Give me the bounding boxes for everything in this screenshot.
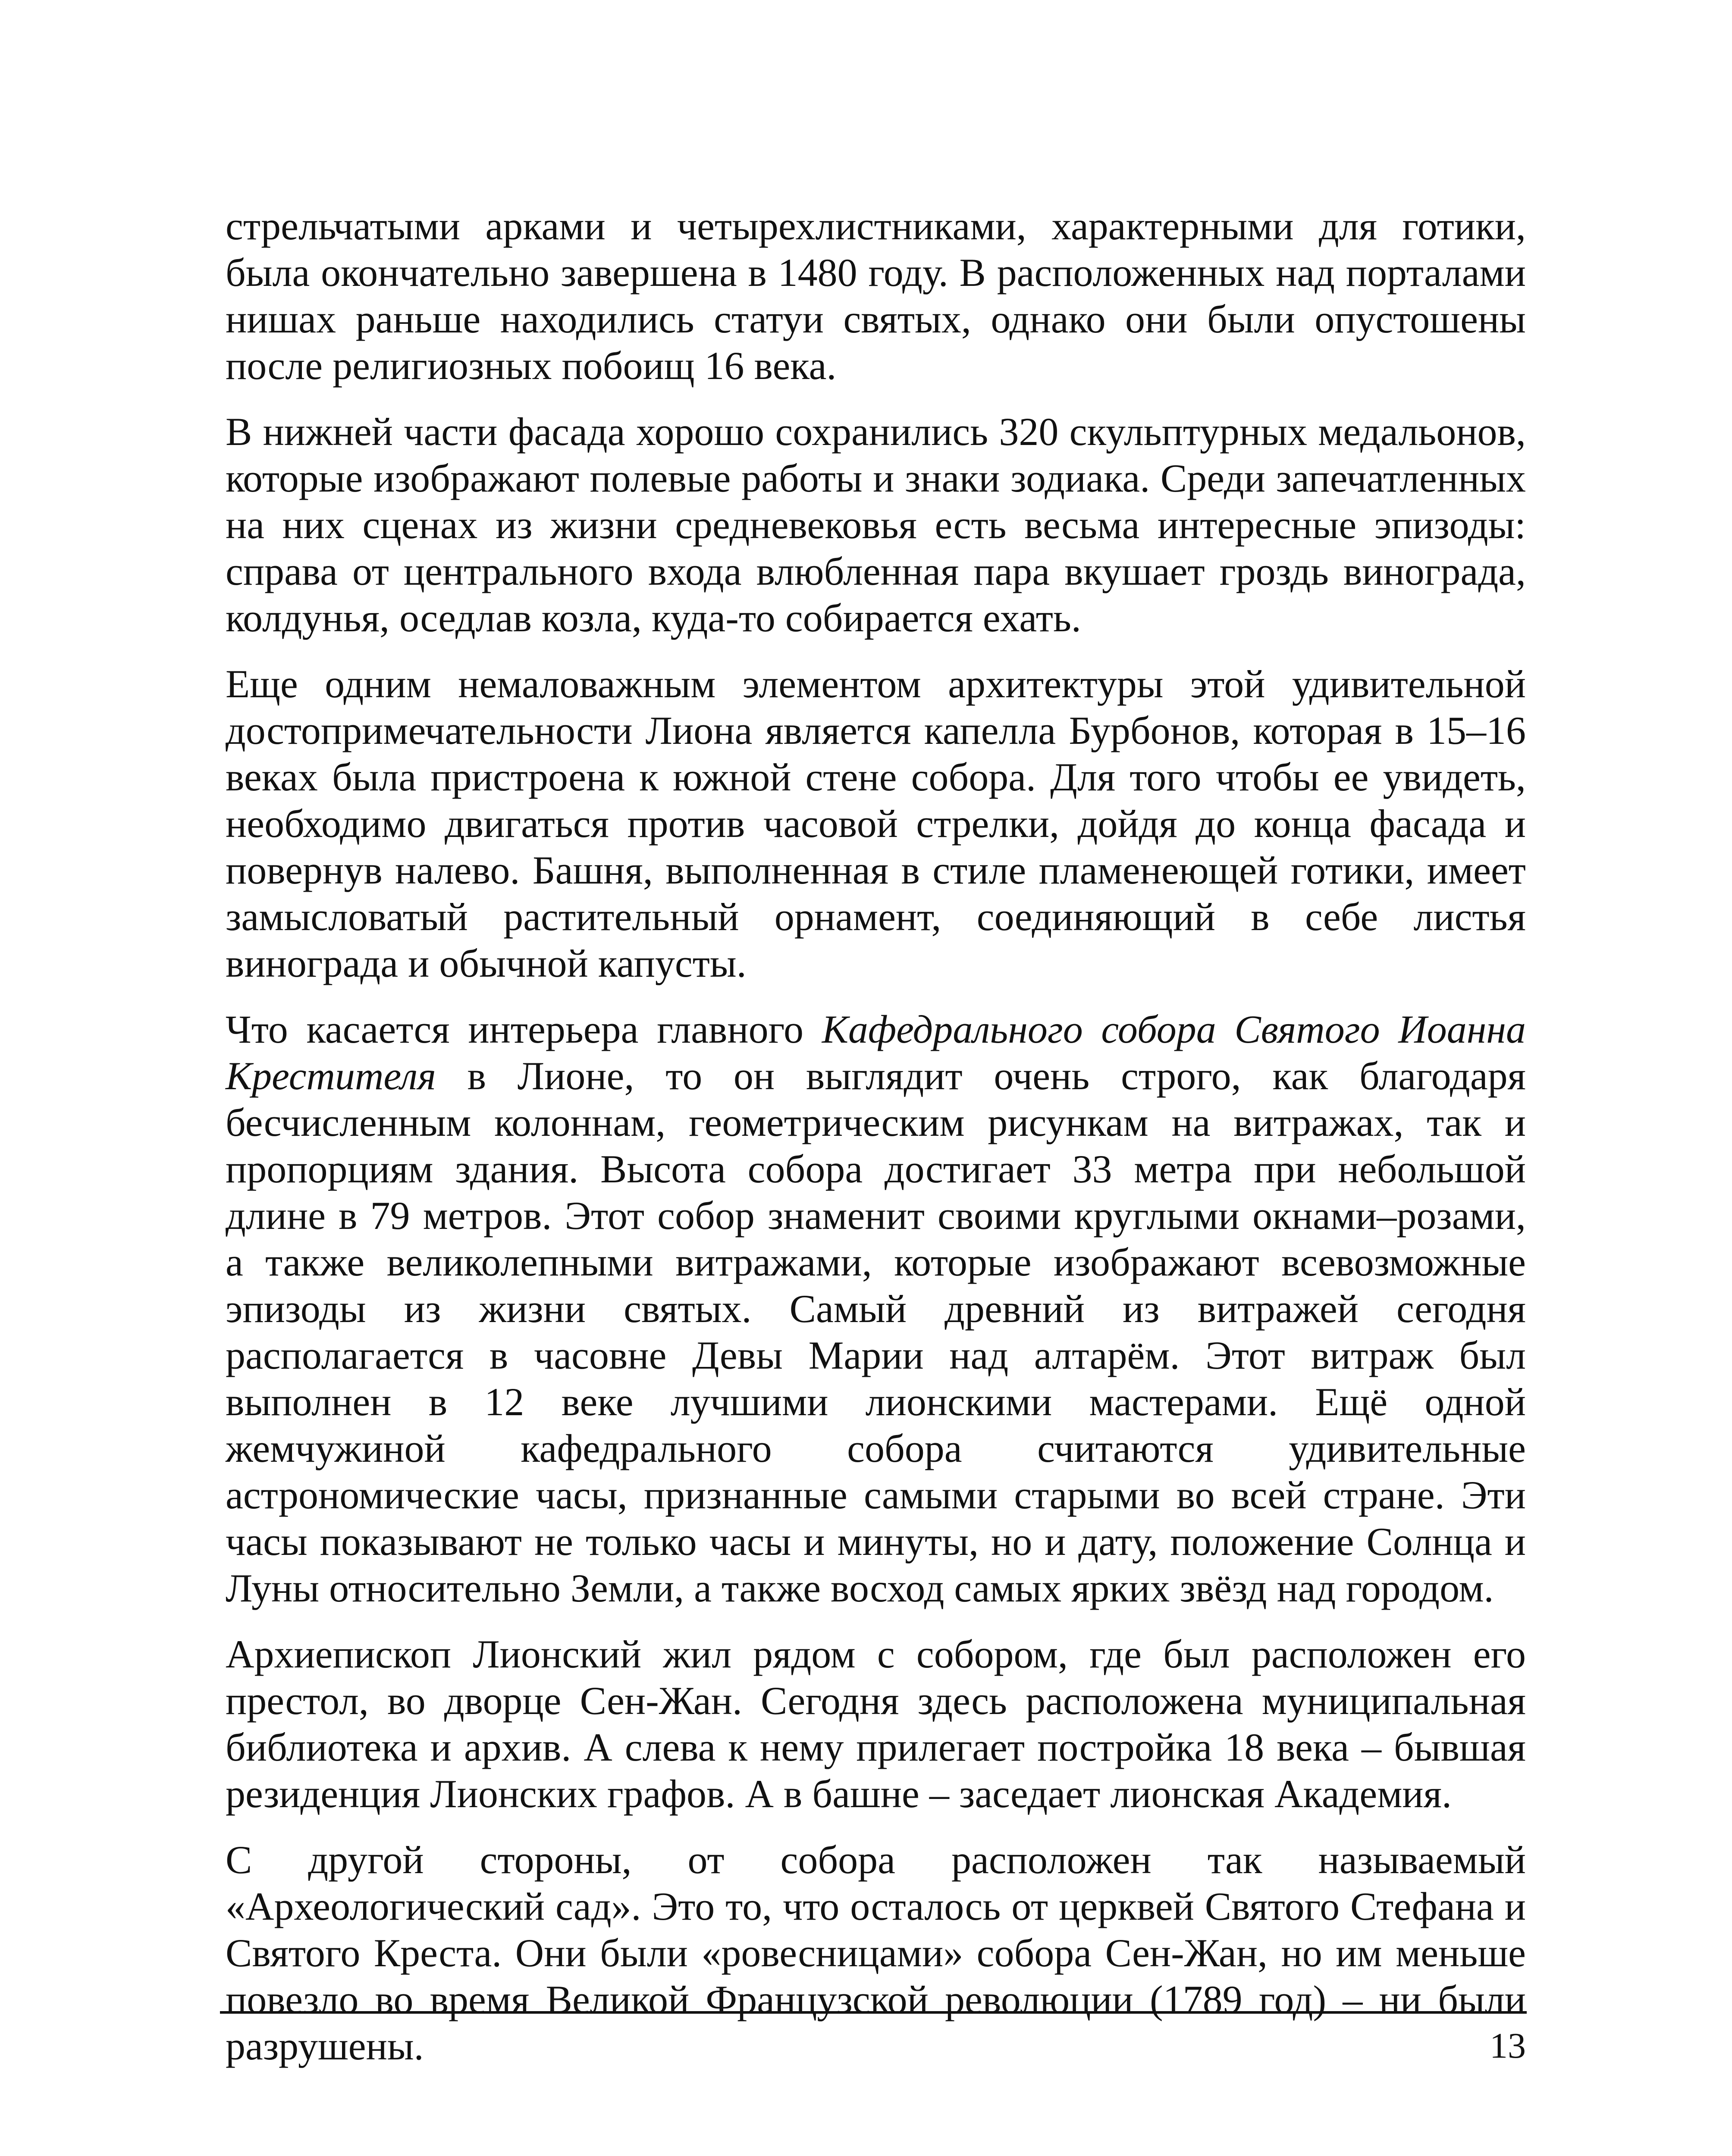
paragraph-4-text-before: Что касается интерьера главного [226,1007,822,1051]
paragraph-3 [226,661,1526,987]
paragraph-1 [226,203,1526,389]
paragraph-5 [226,1631,1526,1817]
paragraph-3-text: Еще одним немаловажным элементом архитектуры этой удивительной достопримечательности Лиона является капелла Бурбонов, которая в 15–16 веках была пристроена к южной стене собора. Для того чтобы ее увидеть, необходимо двигаться против часовой стрелки, дойдя до конца фасада и повернув налево. Башня, выполненная в стиле пламенеющей готики, имеет замысловатый растительный орнамент, соединяющий в себе листья винограда и обычной капусты. [226,662,1526,985]
paragraph-6-text: С другой стороны, от собора расположен так называемый «Археологический сад». Это то, что осталось от церквей Святого Стефана и Святого Креста. Они были «ровесницами» собора Сен-Жан, но им меньше повезло во время Великой Французской революции (1789 год) – ни были разрушены. [226,1838,1526,2068]
paragraph-2 [226,408,1526,641]
paragraph-1-text: стрельчатыми арками и четырехлистниками, характерными для готики, была окончательно завершена в 1480 году. В расположенных над порталами нишах раньше находились статуи святых, однако они были опустошены после религиозных побоищ 16 века. [226,204,1526,388]
footer-divider [220,2011,1527,2014]
page-number: 13 [1490,2026,1526,2066]
paragraph-5-text: Архиепископ Лионский жил рядом с собором, где был расположен его престол, во дворце Сен-Жан. Сегодня здесь расположена муниципальная библиотека и архив. А слева к нему прилегает постройка 18 века – бывшая резиденция Лионских графов. А в башне – заседает лионская Академия. [226,1632,1526,1816]
paragraph-6 [226,1836,1526,2069]
paragraph-4-italic-title: Кафедрального собора Святого Иоанна Крестителя [226,1007,1526,1098]
paragraph-4 [226,1006,1526,1611]
body-text [226,203,1526,2089]
paragraph-2-text: В нижней части фасада хорошо сохранились 320 скульптурных медальонов, которые изображают полевые работы и знаки зодиака. Среди запечатленных на них сценах из жизни средневековья есть весьма интересные эпизоды: справа от центрального входа влюбленная пара вкушает гроздь винограда, колдунья, оседлав козла, куда-то собирается ехать. [226,410,1526,640]
paragraph-4-text-after: в Лионе, то он выглядит очень строго, как благодаря бесчисленным колоннам, геометрическим рисункам на витражах, так и пропорциям здания. Высота собора достигает 33 метра при небольшой длине в 79 метров. Этот собор знаменит своими круглыми окнами–розами, а также великолепными витражами, которые изображают всевозможные эпизоды из жизни святых. Самый древний из витражей сегодня располагается в часовне Девы Марии над алтарём. Этот витраж был выполнен в 12 веке лучшими лионскими мастерами. Ещё одной жемчужиной кафедрального собора считаются удивительные астрономические часы, признанные самыми старыми во всей стране. Эти часы показывают не только часы и минуты, но и дату, положение Солнца и Луны относительно Земли, а также восход самых ярких звёзд над городом. [226,1054,1526,1610]
